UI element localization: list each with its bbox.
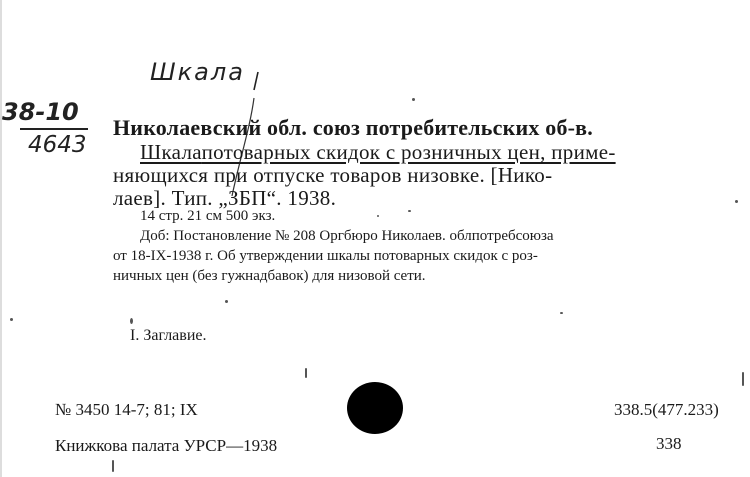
note-line-3: ничных цен (без гужнадбавок) для низовой сети.	[113, 268, 426, 284]
speck	[112, 460, 114, 472]
physical-description: 14 стр. 21 см 500 экз.	[140, 208, 276, 224]
title-word-scale: Шкала	[140, 140, 202, 164]
publisher-imprint: Книжкова палата УРСР—1938	[55, 436, 278, 455]
speck	[130, 318, 133, 324]
speck	[560, 312, 563, 314]
call-number-bottom: 4643	[28, 132, 87, 158]
speck	[305, 368, 307, 378]
speck	[225, 300, 228, 303]
speck	[742, 372, 744, 386]
speck	[735, 200, 738, 203]
card-edge	[0, 0, 2, 477]
title-line-3: лаев]. Тип. „ЗБП“. 1938.	[113, 186, 337, 210]
speck	[412, 98, 415, 101]
punch-hole	[347, 382, 403, 434]
call-number-divider	[20, 128, 88, 130]
title-line-1	[140, 140, 616, 165]
note-line-1: Доб: Постановление № 208 Оргбюро Николаев. облпотребсоюза	[140, 228, 554, 244]
tracing: I. Заглавие.	[130, 327, 207, 344]
record-number: № 3450 14-7; 81; IX	[55, 400, 198, 419]
title-line-2: няющихся при отпуске товаров низовке. [Нико-	[113, 163, 553, 187]
speck	[377, 215, 379, 217]
author-heading: Николаевский обл. союз потребительских об-в.	[113, 115, 593, 140]
speck	[408, 210, 411, 212]
call-number-top: 38-10	[2, 98, 79, 126]
title-line-1-rest: потоварных скидок с розничных цен, приме-	[201, 140, 616, 164]
short-classification: 338	[656, 434, 682, 453]
classification-number: 338.5(477.233)	[614, 400, 719, 419]
note-line-2: от 18-IX-1938 г. Об утверждении шкалы потоварных скидок с роз-	[113, 248, 538, 264]
speck	[10, 318, 13, 321]
handwritten-top-label: Шкала	[150, 58, 245, 86]
